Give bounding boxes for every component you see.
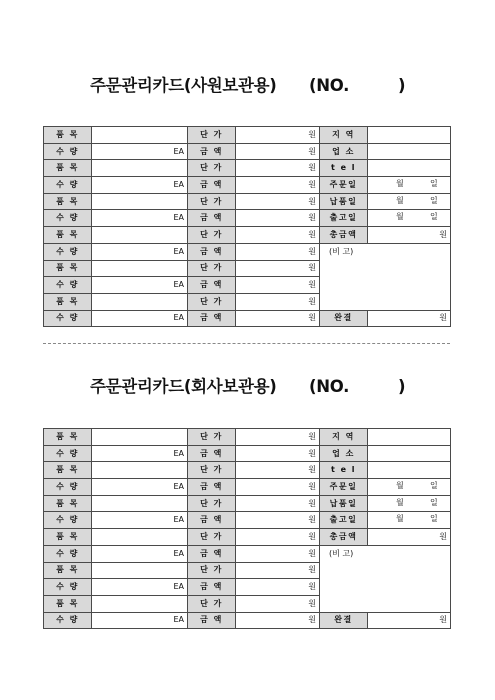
field-label: t e l bbox=[320, 462, 368, 479]
field-value[interactable]: 원 bbox=[236, 612, 320, 629]
field-value[interactable]: 원 bbox=[236, 462, 320, 479]
field-value[interactable]: EA bbox=[92, 143, 188, 160]
order-table bbox=[43, 126, 451, 327]
field-label: 업 소 bbox=[320, 143, 368, 160]
field-label: 주문일 bbox=[320, 177, 368, 194]
field-label: 지 역 bbox=[320, 429, 368, 446]
field-label: 수 량 bbox=[44, 512, 92, 529]
card-no-close: ) bbox=[398, 76, 406, 95]
field-value[interactable]: EA bbox=[92, 545, 188, 562]
field-value[interactable]: 원 bbox=[236, 512, 320, 529]
field-value[interactable] bbox=[92, 562, 188, 579]
field-label: 단 가 bbox=[188, 562, 236, 579]
memo-area[interactable] bbox=[320, 243, 451, 310]
field-value[interactable] bbox=[368, 160, 451, 177]
table-row bbox=[44, 243, 451, 260]
field-value[interactable]: 원 bbox=[236, 529, 320, 546]
field-value[interactable] bbox=[92, 462, 188, 479]
field-label: 품 목 bbox=[44, 462, 92, 479]
field-label: 품 목 bbox=[44, 260, 92, 277]
card-title bbox=[90, 374, 406, 400]
field-value[interactable] bbox=[368, 429, 451, 446]
month-unit: 월 bbox=[396, 195, 404, 205]
table-row bbox=[44, 210, 451, 227]
field-label: 단 가 bbox=[188, 260, 236, 277]
table-row bbox=[44, 445, 451, 462]
field-label: 지 역 bbox=[320, 127, 368, 144]
field-label: 납품일 bbox=[320, 193, 368, 210]
field-label: 금 액 bbox=[188, 310, 236, 327]
field-value[interactable]: EA bbox=[92, 243, 188, 260]
field-value[interactable]: 원 bbox=[236, 562, 320, 579]
table-row bbox=[44, 429, 451, 446]
field-value[interactable]: 원 bbox=[236, 595, 320, 612]
month-unit: 월 bbox=[396, 481, 404, 491]
memo-label: (비 고) bbox=[329, 246, 354, 256]
field-label: 수 량 bbox=[44, 479, 92, 496]
field-value[interactable]: 원 bbox=[236, 429, 320, 446]
field-value[interactable]: 원 bbox=[236, 243, 320, 260]
field-label: 완결 bbox=[320, 612, 368, 629]
field-value[interactable]: 원 bbox=[368, 529, 451, 546]
cut-line-divider bbox=[43, 343, 450, 344]
field-value[interactable]: EA bbox=[92, 210, 188, 227]
field-label: 금 액 bbox=[188, 612, 236, 629]
field-label: 품 목 bbox=[44, 227, 92, 244]
field-label: 금 액 bbox=[188, 143, 236, 160]
field-label: 완결 bbox=[320, 310, 368, 327]
field-label: 품 목 bbox=[44, 495, 92, 512]
table-row bbox=[44, 310, 451, 327]
field-label: 총금액 bbox=[320, 529, 368, 546]
table-row bbox=[44, 545, 451, 562]
field-label: 수 량 bbox=[44, 612, 92, 629]
field-label: 단 가 bbox=[188, 227, 236, 244]
field-value[interactable] bbox=[368, 445, 451, 462]
field-label: t e l bbox=[320, 160, 368, 177]
field-label: 품 목 bbox=[44, 595, 92, 612]
date-field[interactable] bbox=[368, 479, 451, 496]
field-value[interactable] bbox=[92, 429, 188, 446]
field-label: 납품일 bbox=[320, 495, 368, 512]
field-label: 업 소 bbox=[320, 445, 368, 462]
field-label: 금 액 bbox=[188, 277, 236, 294]
field-value[interactable]: EA bbox=[92, 310, 188, 327]
field-value[interactable] bbox=[92, 495, 188, 512]
field-value[interactable]: 원 bbox=[368, 612, 451, 629]
day-unit: 일 bbox=[430, 481, 438, 491]
card-title-text: 주문관리카드(회사보관용) bbox=[90, 377, 277, 396]
card-title-text: 주문관리카드(사원보관용) bbox=[90, 76, 277, 95]
field-label: 수 량 bbox=[44, 177, 92, 194]
month-unit: 월 bbox=[396, 497, 404, 507]
table-row bbox=[44, 479, 451, 496]
field-value[interactable] bbox=[92, 260, 188, 277]
field-value[interactable]: 원 bbox=[236, 579, 320, 596]
date-field[interactable] bbox=[368, 512, 451, 529]
card-title bbox=[90, 73, 406, 99]
field-value[interactable]: 원 bbox=[236, 445, 320, 462]
field-label: 단 가 bbox=[188, 429, 236, 446]
field-value[interactable]: 원 bbox=[236, 193, 320, 210]
date-field[interactable] bbox=[368, 193, 451, 210]
table-row bbox=[44, 127, 451, 144]
field-label: 출고일 bbox=[320, 512, 368, 529]
field-value[interactable] bbox=[92, 160, 188, 177]
field-value[interactable]: 원 bbox=[236, 479, 320, 496]
field-label: 출고일 bbox=[320, 210, 368, 227]
field-label: 단 가 bbox=[188, 160, 236, 177]
table-row bbox=[44, 495, 451, 512]
table-row bbox=[44, 512, 451, 529]
field-value[interactable]: EA bbox=[92, 445, 188, 462]
day-unit: 일 bbox=[430, 195, 438, 205]
memo-label: (비 고) bbox=[329, 548, 354, 558]
month-unit: 월 bbox=[396, 179, 404, 189]
field-label: 품 목 bbox=[44, 562, 92, 579]
field-value[interactable]: EA bbox=[92, 579, 188, 596]
field-value[interactable] bbox=[368, 462, 451, 479]
table-row bbox=[44, 177, 451, 194]
month-unit: 월 bbox=[396, 514, 404, 524]
field-value[interactable]: 원 bbox=[236, 143, 320, 160]
field-value[interactable] bbox=[92, 227, 188, 244]
field-value[interactable]: 원 bbox=[236, 310, 320, 327]
field-label: 단 가 bbox=[188, 495, 236, 512]
field-label: 금 액 bbox=[188, 579, 236, 596]
field-label: 수 량 bbox=[44, 310, 92, 327]
card-no-close: ) bbox=[398, 377, 406, 396]
table-row bbox=[44, 612, 451, 629]
field-label: 금 액 bbox=[188, 243, 236, 260]
table-row bbox=[44, 227, 451, 244]
field-label: 단 가 bbox=[188, 127, 236, 144]
field-label: 수 량 bbox=[44, 143, 92, 160]
date-field[interactable] bbox=[368, 210, 451, 227]
card-no-label: (NO. bbox=[309, 377, 350, 396]
table-row bbox=[44, 462, 451, 479]
field-label: 금 액 bbox=[188, 545, 236, 562]
field-label: 품 목 bbox=[44, 127, 92, 144]
field-value[interactable]: EA bbox=[92, 612, 188, 629]
field-label: 수 량 bbox=[44, 579, 92, 596]
field-label: 금 액 bbox=[188, 445, 236, 462]
field-label: 금 액 bbox=[188, 512, 236, 529]
field-value[interactable]: EA bbox=[92, 512, 188, 529]
field-label: 품 목 bbox=[44, 160, 92, 177]
field-label: 수 량 bbox=[44, 210, 92, 227]
field-value[interactable] bbox=[368, 143, 451, 160]
table-row bbox=[44, 143, 451, 160]
card-no-label: (NO. bbox=[309, 76, 350, 95]
field-value[interactable] bbox=[92, 595, 188, 612]
field-label: 수 량 bbox=[44, 277, 92, 294]
field-value[interactable]: EA bbox=[92, 177, 188, 194]
month-unit: 월 bbox=[396, 212, 404, 222]
field-label: 품 목 bbox=[44, 293, 92, 310]
field-value[interactable]: 원 bbox=[368, 310, 451, 327]
memo-area[interactable] bbox=[320, 545, 451, 612]
field-value[interactable]: EA bbox=[92, 277, 188, 294]
field-value[interactable]: 원 bbox=[236, 293, 320, 310]
field-value[interactable] bbox=[368, 127, 451, 144]
field-label: 단 가 bbox=[188, 529, 236, 546]
day-unit: 일 bbox=[430, 179, 438, 189]
field-label: 총금액 bbox=[320, 227, 368, 244]
field-label: 단 가 bbox=[188, 595, 236, 612]
table-row bbox=[44, 160, 451, 177]
field-label: 수 량 bbox=[44, 545, 92, 562]
field-value[interactable]: 원 bbox=[236, 177, 320, 194]
field-value[interactable]: 원 bbox=[368, 227, 451, 244]
field-value[interactable]: 원 bbox=[236, 277, 320, 294]
date-field[interactable] bbox=[368, 177, 451, 194]
day-unit: 일 bbox=[430, 212, 438, 222]
field-label: 수 량 bbox=[44, 243, 92, 260]
field-label: 수 량 bbox=[44, 445, 92, 462]
field-value[interactable]: 원 bbox=[236, 495, 320, 512]
field-label: 주문일 bbox=[320, 479, 368, 496]
field-value[interactable]: 원 bbox=[236, 160, 320, 177]
field-value[interactable]: EA bbox=[92, 479, 188, 496]
field-value[interactable]: 원 bbox=[236, 227, 320, 244]
field-label: 금 액 bbox=[188, 479, 236, 496]
field-value[interactable] bbox=[92, 293, 188, 310]
order-table bbox=[43, 428, 451, 629]
field-value[interactable]: 원 bbox=[236, 545, 320, 562]
field-label: 품 목 bbox=[44, 529, 92, 546]
date-field[interactable] bbox=[368, 495, 451, 512]
field-value[interactable] bbox=[92, 127, 188, 144]
field-label: 단 가 bbox=[188, 462, 236, 479]
day-unit: 일 bbox=[430, 514, 438, 524]
field-label: 품 목 bbox=[44, 193, 92, 210]
field-value[interactable]: 원 bbox=[236, 210, 320, 227]
table-row bbox=[44, 529, 451, 546]
table-row bbox=[44, 193, 451, 210]
field-value[interactable]: 원 bbox=[236, 127, 320, 144]
field-label: 품 목 bbox=[44, 429, 92, 446]
field-label: 금 액 bbox=[188, 177, 236, 194]
field-label: 금 액 bbox=[188, 210, 236, 227]
field-value[interactable] bbox=[92, 529, 188, 546]
field-value[interactable] bbox=[92, 193, 188, 210]
field-label: 단 가 bbox=[188, 293, 236, 310]
field-label: 단 가 bbox=[188, 193, 236, 210]
day-unit: 일 bbox=[430, 497, 438, 507]
field-value[interactable]: 원 bbox=[236, 260, 320, 277]
